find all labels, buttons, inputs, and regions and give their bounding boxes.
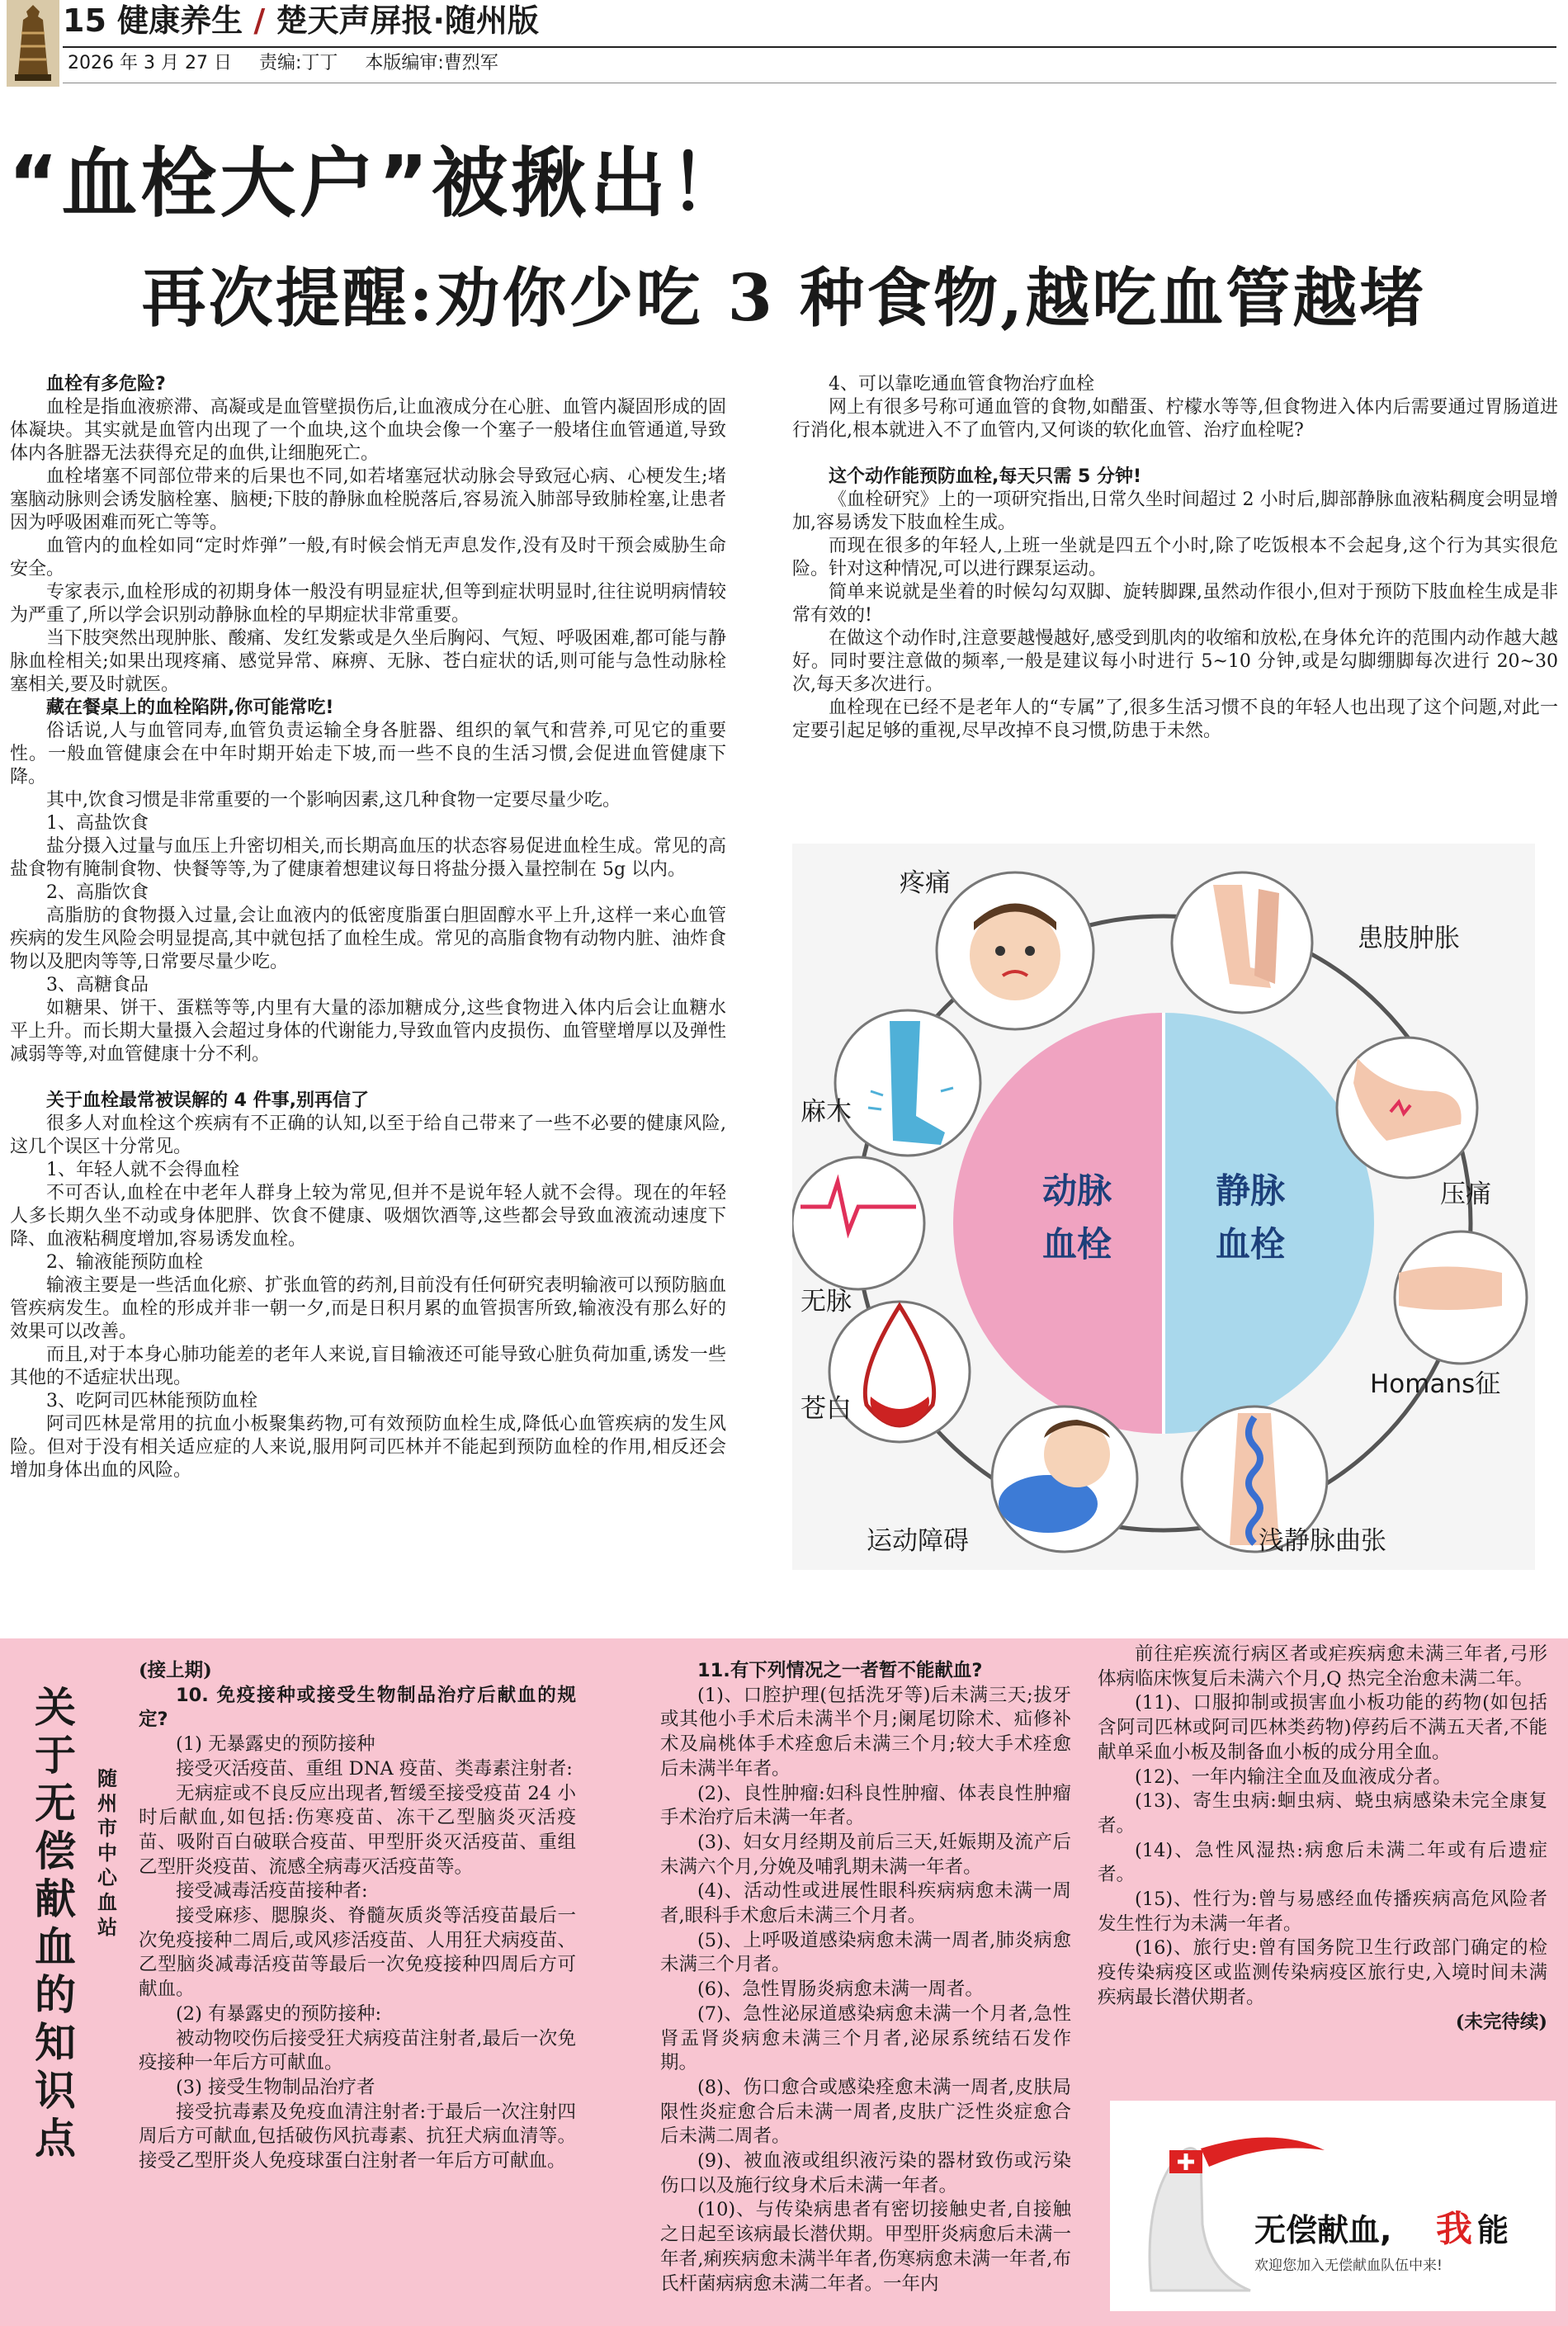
paragraph: (11)、口服抑制或损害血小板功能的药物(如包括含阿司匹林或阿司匹林类药物)停药后不满五天者,不能献单采血小板及制备血小板的成分用全血。 (1098, 1692, 1547, 1763)
paragraph: 接受抗毒素及免疫血清注射者:于最后一次注射四周后方可献血,包括破伤风抗毒素、抗狂犬病血清等。接受乙型肝炎人免疫球蛋白注射者一年后方可献血。 (139, 2101, 576, 2172)
section-heading: 血栓有多危险? (46, 374, 166, 395)
paragraph: 很多人对血栓这个疾病有不正确的认知,以至于给自己带来了一些不必要的健康风险,这几个误区十分常见。 (10, 1113, 726, 1157)
logo-slogan-b: 我 (1436, 2208, 1472, 2250)
paragraph: 在做这个动作时,注意要越慢越好,感受到肌肉的收缩和放松,在身体允许的范围内动作越大越好。同时要注意做的频率,一般是建议每小时进行 5~10 分钟,或是勾脚绷脚每次进行 20~30 次,每天多次进行。 (792, 628, 1558, 695)
paragraph: (10)、与传染病患者有密切接触史者,自接触之日起至该病最长潜伏期。甲型肝炎病愈后未满一年者,痢疾病愈未满半年者,伤寒病愈未满一年者,布氏杆菌病病愈未满二年者。一年内 (660, 2199, 1071, 2295)
symptom-movement: 运动障碍 (867, 1526, 969, 1556)
page-number: 15 (63, 2, 106, 39)
symptom-varicose: 浅静脉曲张 (1259, 1526, 1386, 1556)
paragraph-gap (792, 442, 1558, 466)
paragraph: (4)、活动性或进展性眼科疾病病愈未满一周者,眼科手术愈后未满三个月者。 (660, 1880, 1071, 1927)
symptom-swelling: 患肢肿胀 (1358, 924, 1460, 953)
symptom-homans-bubble (1395, 1232, 1527, 1364)
paragraph: 被动物咬伤后接受狂犬病疫苗注射者,最后一次免疫接种一年后方可献血。 (139, 2027, 576, 2074)
paragraph-gap (10, 1066, 726, 1090)
paragraph: 接受灭活疫苗、重组 DNA 疫苗、类毒素注射者: (176, 1757, 573, 1780)
paragraph: 盐分摄入过量与血压上升密切相关,而长期高血压的状态容易促进血栓生成。常见的高盐食物有腌制食物、快餐等等,为了健康着想建议每日将盐分摄入量控制在 5g 以内。 (10, 836, 726, 880)
article-column-right (792, 373, 1558, 743)
paragraph: (7)、急性泌尿道感染病愈未满一个月者,急性肾盂肾炎病愈未满三个月者,泌尿系统结石发作期。 (660, 2002, 1071, 2074)
paragraph: (16)、旅行史:曾有国务院卫生行政部门确定的检疫传染病疫区或监测传染病疫区旅行史,入境时间未满疾病最长潜伏期者。 (1098, 1937, 1547, 2008)
blood-donation-column-2 (660, 1659, 1071, 2296)
blood-donation-source: 随州市中心血站 (97, 1766, 117, 1939)
symptom-tenderness-bubble (1337, 1038, 1477, 1178)
blood-donation-logo (1110, 2101, 1556, 2311)
paragraph: (12)、一年内输注全血及血液成分者。 (1135, 1766, 1452, 1788)
bell-logo-icon (7, 0, 59, 87)
artery-label-2: 血栓 (1041, 1224, 1112, 1265)
paragraph: 无病症或不良反应出现者,暂缓至接受疫苗 24 小时后献血,如包括:伤寒疫苗、冻干乙型脑炎灭活疫苗、吸附百白破联合疫苗、甲型肝炎灭活疫苗、重组乙型肝炎疫苗、流感全病毒灭活疫苗等。 (139, 1782, 576, 1878)
paragraph: (5)、上呼吸道感染病愈未满一周者,肺炎病愈未满三个月者。 (660, 1929, 1071, 1976)
sub-heading: 1、年轻人就不会得血栓 (46, 1160, 239, 1180)
paper-name: 楚天声屏报·随州版 (276, 2, 539, 39)
sub-heading: 3、吃阿司匹林能预防血栓 (46, 1391, 257, 1411)
sub-heading: 2、高脂饮食 (46, 882, 149, 903)
section-heading: 这个动作能预防血栓,每天只需 5 分钟! (829, 466, 1142, 487)
paragraph: (14)、急性风湿热:病愈后未满二年或有后遗症者。 (1098, 1839, 1547, 1886)
date-line (68, 51, 520, 76)
symptom-swelling-bubble (1172, 872, 1312, 1013)
reviewer-credit: 本版编审:曹烈军 (365, 53, 498, 73)
paragraph: 简单来说就是坐着的时候勾勾双脚、旋转脚踝,虽然动作很小,但对于预防下肢血栓生成是非常有效的! (792, 582, 1558, 626)
symptom-pulseless-bubble (792, 1157, 924, 1289)
symptom-homans: Homans征 (1370, 1369, 1501, 1399)
infographic-svg (792, 844, 1535, 1570)
masthead (0, 0, 1568, 91)
headline-sub: 再次提醒:劝你少吃 3 种食物,越吃血管越堵 (141, 261, 1427, 336)
sub-heading: 4、可以靠吃通血管食物治疗血栓 (829, 374, 1094, 395)
paragraph: 输液主要是一些活血化瘀、扩张血管的药剂,目前没有任何研究表明输液可以预防脑血管疾病发生。血栓的形成并非一朝一夕,而是日积月累的血管损害所致,输液没有那么好的效果可以改善。 (10, 1275, 726, 1342)
symptom-numbness-bubble (835, 1010, 980, 1156)
masthead-rule (63, 46, 1556, 48)
paragraph: 专家表示,血栓形成的初期身体一般没有明显症状,但等到症状明显时,往往说明病情较为严重了,所以学会识别动静脉血栓的早期症状非常重要。 (10, 582, 726, 626)
paragraph: 血栓堵塞不同部位带来的后果也不同,如若堵塞冠状动脉会导致冠心病、心梗发生;堵塞脑动脉则会诱发脑栓塞、脑梗;下肢的静脉血栓脱落后,容易流入肺部导致肺栓塞,让患者因为呼吸困难而死亡等等。 (10, 466, 726, 533)
artery-label-1: 动脉 (1041, 1170, 1112, 1211)
blood-donation-column-3 (1098, 1643, 1547, 2035)
symptom-pain: 疼痛 (900, 868, 951, 898)
masthead-separator: / (253, 2, 266, 39)
paragraph: 不可否认,血栓在中老年人群身上较为常见,但并不是说年轻人就不会得。现在的年轻人多长期久坐不动或身体肥胖、饮食不健康、吸烟饮酒等,这些都会导致血液流动速度下降、血液粘稠度增加,容易诱发血栓。 (10, 1183, 726, 1250)
paragraph: (1)、口腔护理(包括洗牙等)后未满三天;拔牙或其他小手术后未满半个月;阑尾切除术、疝修补术及扁桃体手术痊愈后未满三个月;较大手术痊愈后未满半年者。 (660, 1684, 1071, 1780)
paragraph: (13)、寄生虫病:蛔虫病、蛲虫病感染未完全康复者。 (1098, 1790, 1547, 1837)
paragraph: 如糖果、饼干、蛋糕等等,内里有大量的添加糖成分,这些食物进入体内后会让血糖水平上升。而长期大量摄入会超过身体的代谢能力,导致血管内皮损伤、血管壁增厚以及弹性减弱等等,对血管健康十分不利。 (10, 998, 726, 1065)
symptom-tenderness: 压痛 (1440, 1180, 1491, 1209)
paragraph: 网上有很多号称可通血管的食物,如醋蛋、柠檬水等等,但食物进入体内后需要通过胃肠道进行消化,根本就进入不了血管内,又何谈的软化血管、治疗血栓呢? (792, 397, 1558, 441)
section-heading: 10. 免疫接种或接受生物制品治疗后献血的规定? (139, 1684, 576, 1731)
sub-heading: 2、输液能预防血栓 (46, 1252, 203, 1273)
continued-text: (接上期) (139, 1660, 212, 1681)
paragraph: 其中,饮食习惯是非常重要的一个影响因素,这几种食物一定要尽量少吃。 (46, 790, 621, 811)
paragraph: 接受减毒活疫苗接种者: (176, 1880, 368, 1903)
paragraph: (2) 有暴露史的预防接种: (176, 2002, 382, 2025)
thrombosis-infographic (792, 844, 1535, 1570)
paragraph: (6)、急性胃肠炎病愈未满一周者。 (697, 1979, 984, 2001)
issue-date: 2026 年 3 月 27 日 (68, 53, 232, 73)
sub-heading: 1、高盐饮食 (46, 813, 149, 834)
blood-donation-title: 关于无偿献血的知识点 (35, 1684, 76, 2163)
paragraph: 而现在很多的年轻人,上班一坐就是四五个小时,除了吃饭根本不会起身,这个行为其实很危险。针对这种情况,可以进行踝泵运动。 (792, 536, 1558, 579)
section-name: 健康养生 (117, 2, 243, 39)
logo-slogan-c: 能 (1477, 2212, 1509, 2248)
vein-label-2: 血栓 (1215, 1224, 1286, 1265)
section-heading: 关于血栓最常被误解的 4 件事,别再信了 (46, 1090, 369, 1111)
paragraph: 当下肢突然出现肿胀、酸痛、发红发紫或是久坐后胸闷、气短、呼吸困难,都可能与静脉血栓相关;如果出现疼痛、感觉异常、麻痹、无脉、苍白症状的话,则可能与急性动脉栓塞相关,要及时就医。 (10, 628, 726, 695)
logo-tagline: 欢迎您加入无偿献血队伍中来! (1254, 2257, 1443, 2274)
article-column-left (10, 373, 726, 1482)
page-label (63, 2, 539, 40)
paragraph: (1) 无暴露史的预防接种 (176, 1733, 375, 1756)
editor-credit: 责编:丁丁 (258, 53, 338, 73)
symptom-numbness: 麻木 (801, 1097, 852, 1127)
symptom-pallor: 苍白 (801, 1394, 852, 1424)
symptom-pain-bubble (937, 872, 1093, 1029)
paragraph: (3) 接受生物制品治疗者 (176, 2076, 375, 2098)
paragraph: (8)、伤口愈合或感染痊愈未满一周者,皮肤局限性炎症愈合后未满一周者,皮肤广泛性炎症愈合后未满二周者。 (660, 2076, 1071, 2148)
paragraph: (3)、妇女月经期及前后三天,妊娠期及流产后未满六个月,分娩及哺乳期未满一年者。 (660, 1831, 1071, 1878)
symptom-movement-bubble (992, 1406, 1137, 1552)
section-heading: 11.有下列情况之一者暂不能献血? (697, 1660, 983, 1681)
paragraph: 接受麻疹、腮腺炎、脊髓灰质炎等活疫苗最后一次免疫接种二周后,或风疹活疫苗、人用狂犬病疫苗、乙型脑炎减毒活疫苗等最后一次免疫接种四周后方可献血。 (139, 1905, 576, 2001)
paragraph: (15)、性行为:曾与易感经血传播疾病高危风险者发生性行为未满一年者。 (1098, 1889, 1547, 1935)
vein-label-1: 静脉 (1215, 1170, 1286, 1211)
sub-heading: 3、高糖食品 (46, 975, 149, 995)
paragraph: 而且,对于本身心肺功能差的老年人来说,盲目输液还可能导致心脏负荷加重,诱发一些其他的不适症状出现。 (10, 1345, 726, 1388)
paragraph: 血栓现在已经不是老年人的“专属”了,很多生活习惯不良的年轻人也出现了这个问题,对此一定要引起足够的重视,尽早改掉不良习惯,防患于未然。 (792, 697, 1558, 741)
logo-slogan-a: 无偿献血, (1254, 2212, 1392, 2248)
symptom-pulseless: 无脉 (801, 1287, 852, 1317)
paragraph: 高脂肪的食物摄入过量,会让血液内的低密度脂蛋白胆固醇水平上升,这样一来心血管疾病的发生风险会明显提高,其中就包括了血栓生成。常见的高脂食物有动物内脏、油炸食物以及肥肉等等,日常要尽量少吃。 (10, 905, 726, 972)
paragraph: (9)、被血液或组织液污染的器材致伤或污染伤口以及施行纹身术后未满一年者。 (660, 2150, 1071, 2196)
paragraph: 《血栓研究》上的一项研究指出,日常久坐时间超过 2 小时后,脚部静脉血液粘稠度会明显增加,容易诱发下肢血栓生成。 (792, 489, 1558, 533)
to-be-continued: (未完待续) (1455, 2011, 1547, 2033)
paragraph: 阿司匹林是常用的抗血小板聚集药物,可有效预防血栓生成,降低心血管疾病的发生风险。但对于没有相关适应症的人来说,服用阿司匹林并不能起到预防血栓的作用,相反还会增加身体出血的风险。 (10, 1414, 726, 1481)
paragraph: 血管内的血栓如同“定时炸弹”一般,有时候会悄无声息发作,没有及时干预会威胁生命安全。 (10, 536, 726, 579)
paragraph: 俗话说,人与血管同寿,血管负责运输全身各脏器、组织的氧气和营养,可见它的重要性。一般血管健康会在中年时期开始走下坡,而一些不良的生活习惯,会促进血管健康下降。 (10, 721, 726, 787)
section-heading: 藏在餐桌上的血栓陷阱,你可能常吃! (46, 697, 334, 718)
blood-donation-column-1 (139, 1659, 576, 2174)
headline-main: “血栓大户”被揪出！ (8, 139, 749, 228)
paragraph: (2)、良性肿瘤:妇科良性肿瘤、体表良性肿瘤手术治疗后未满一年者。 (660, 1782, 1071, 1829)
paragraph: 血栓是指血液瘀滞、高凝或是血管壁损伤后,让血液成分在心脏、血管内凝固形成的固体凝块。其实就是血管内出现了一个血块,这个血块会像一个塞子一般堵住血管通道,导致体内各脏器无法获得充足的血供,让细胞死亡。 (10, 397, 726, 464)
continued-text: 前往疟疾流行病区者或疟疾病愈未满三年者,弓形体病临床恢复后未满六个月,Q 热完全治愈未满二年。 (1098, 1643, 1547, 1690)
